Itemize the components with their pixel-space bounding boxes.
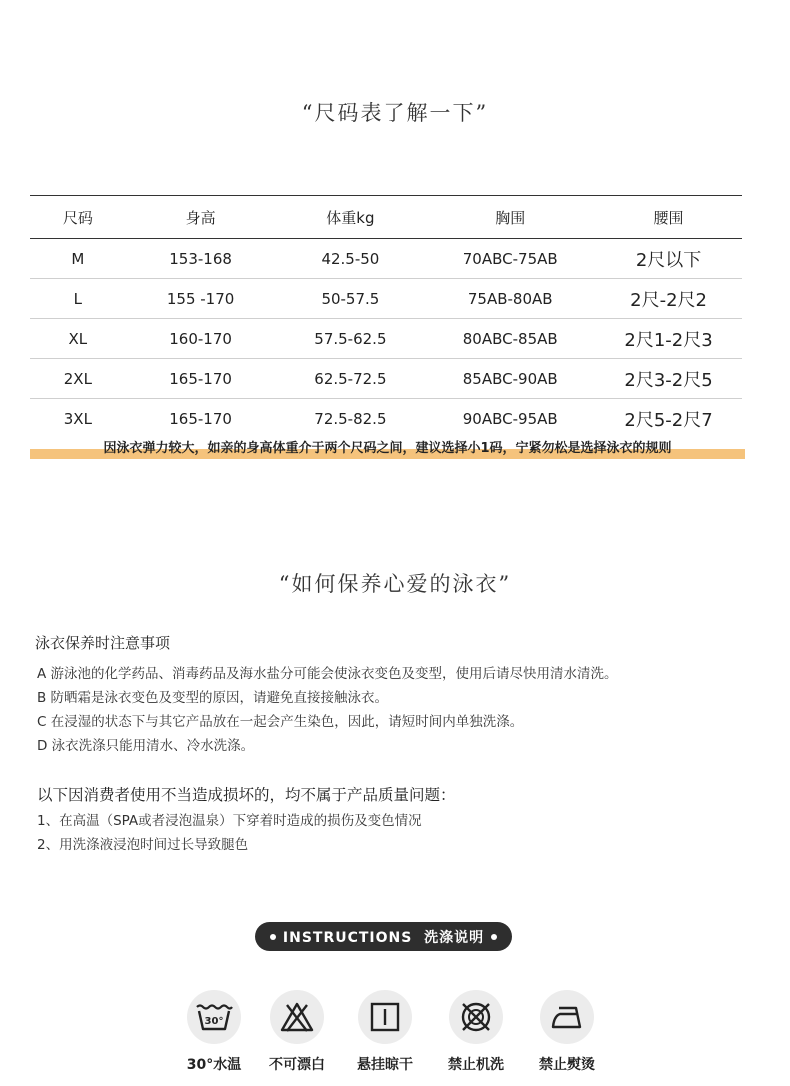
instructions-badge-text: INSTRUCTIONS 洗涤说明 bbox=[282, 929, 485, 946]
cell-waist: 2尺5-2尺7 bbox=[624, 409, 713, 431]
dot-icon bbox=[491, 934, 497, 940]
no-iron-item bbox=[527, 990, 607, 1074]
hang-dry-icon bbox=[358, 990, 412, 1044]
size-note bbox=[30, 433, 745, 459]
hang-dry-item bbox=[345, 990, 425, 1074]
size-table bbox=[30, 195, 742, 438]
cell-height: 165-170 bbox=[169, 409, 232, 428]
wash-temp-text: 30° bbox=[204, 1016, 224, 1027]
cell-size: M bbox=[30, 239, 126, 279]
cell-height: 153-168 bbox=[126, 239, 276, 279]
header-waist: 腰围 bbox=[595, 196, 742, 239]
no-iron-label: 禁止熨烫 bbox=[539, 1057, 595, 1073]
cell-weight: 72.5-82.5 bbox=[314, 409, 387, 428]
table-row bbox=[30, 239, 742, 279]
no-bleach-icon bbox=[270, 990, 324, 1044]
list-item: C 在浸湿的状态下与其它产品放在一起会产生染色，因此，请短时间内单独洗涤。 bbox=[37, 714, 524, 730]
damage-heading: 以下因消费者使用不当造成损坏的，均不属于产品质量问题： bbox=[37, 786, 456, 804]
list-item: D 泳衣洗涤只能用清水、冷水洗涤。 bbox=[37, 738, 255, 754]
table-row bbox=[30, 359, 742, 399]
size-note-text: 因泳衣弹力较大，如亲的身高体重介于两个尺码之间，建议选择小1码，宁紧勿松是选择泳衣的规则 bbox=[103, 441, 672, 456]
header-bust: 胸围 bbox=[425, 196, 595, 239]
cell-height: 160-170 bbox=[126, 319, 276, 359]
no-machine-wash-item bbox=[436, 990, 516, 1074]
cell-waist: 2尺1-2尺3 bbox=[595, 319, 742, 359]
care-title: “如何保养心爱的泳衣” bbox=[278, 572, 512, 596]
cell-bust: 70ABC-75AB bbox=[425, 239, 595, 279]
cell-waist: 2尺3-2尺5 bbox=[595, 359, 742, 399]
wash-30-label: 30°水温 bbox=[186, 1057, 242, 1073]
cell-weight: 50-57.5 bbox=[275, 279, 425, 319]
cell-weight: 62.5-72.5 bbox=[275, 359, 425, 399]
cell-waist: 2尺-2尺2 bbox=[595, 279, 742, 319]
wash-30-item bbox=[174, 990, 254, 1074]
cell-height: 155 -170 bbox=[126, 279, 276, 319]
no-machine-wash-icon bbox=[449, 990, 503, 1044]
wash-icons bbox=[0, 990, 790, 1086]
care-list bbox=[37, 662, 618, 758]
table-header-row bbox=[30, 196, 742, 239]
cell-bust: 75AB-80AB bbox=[425, 279, 595, 319]
table-row bbox=[30, 319, 742, 359]
no-iron-icon bbox=[540, 990, 594, 1044]
no-bleach-label: 不可漂白 bbox=[269, 1057, 325, 1073]
cell-bust: 85ABC-90AB bbox=[425, 359, 595, 399]
cell-waist: 2尺以下 bbox=[595, 239, 742, 279]
header-size: 尺码 bbox=[30, 196, 126, 239]
dot-icon bbox=[270, 934, 276, 940]
no-bleach-item bbox=[257, 990, 337, 1074]
instructions-badge bbox=[255, 922, 512, 951]
table-row bbox=[30, 279, 742, 319]
list-item: A 游泳池的化学药品、消毒药品及海水盐分可能会使泳衣变色及变型，使用后请尽快用清水清洗。 bbox=[37, 666, 618, 682]
cell-bust: 80ABC-85AB bbox=[425, 319, 595, 359]
list-item: 2、用洗涤液浸泡时间过长导致腿色 bbox=[37, 837, 249, 853]
cell-height: 165-170 bbox=[126, 359, 276, 399]
no-machine-wash-label: 禁止机洗 bbox=[448, 1057, 504, 1073]
cell-size: 2XL bbox=[30, 359, 126, 399]
header-weight: 体重kg bbox=[275, 196, 425, 239]
wash-30-icon bbox=[187, 990, 241, 1044]
list-item: 1、在高温（SPA或者浸泡温泉）下穿着时造成的损伤及变色情况 bbox=[37, 813, 422, 829]
cell-size: 3XL bbox=[63, 409, 92, 428]
cell-weight: 42.5-50 bbox=[275, 239, 425, 279]
list-item: B 防晒霜是泳衣变色及变型的原因，请避免直接接触泳衣。 bbox=[37, 690, 389, 706]
cell-size: XL bbox=[30, 319, 126, 359]
cell-weight: 57.5-62.5 bbox=[275, 319, 425, 359]
care-heading: 泳衣保养时注意事项 bbox=[35, 634, 171, 652]
damage-list bbox=[37, 809, 422, 857]
cell-size: L bbox=[30, 279, 126, 319]
cell-bust: 90ABC-95AB bbox=[462, 409, 558, 428]
size-chart-title: “尺码表了解一下” bbox=[301, 101, 489, 125]
hang-dry-label: 悬挂晾干 bbox=[357, 1057, 413, 1073]
header-height: 身高 bbox=[126, 196, 276, 239]
